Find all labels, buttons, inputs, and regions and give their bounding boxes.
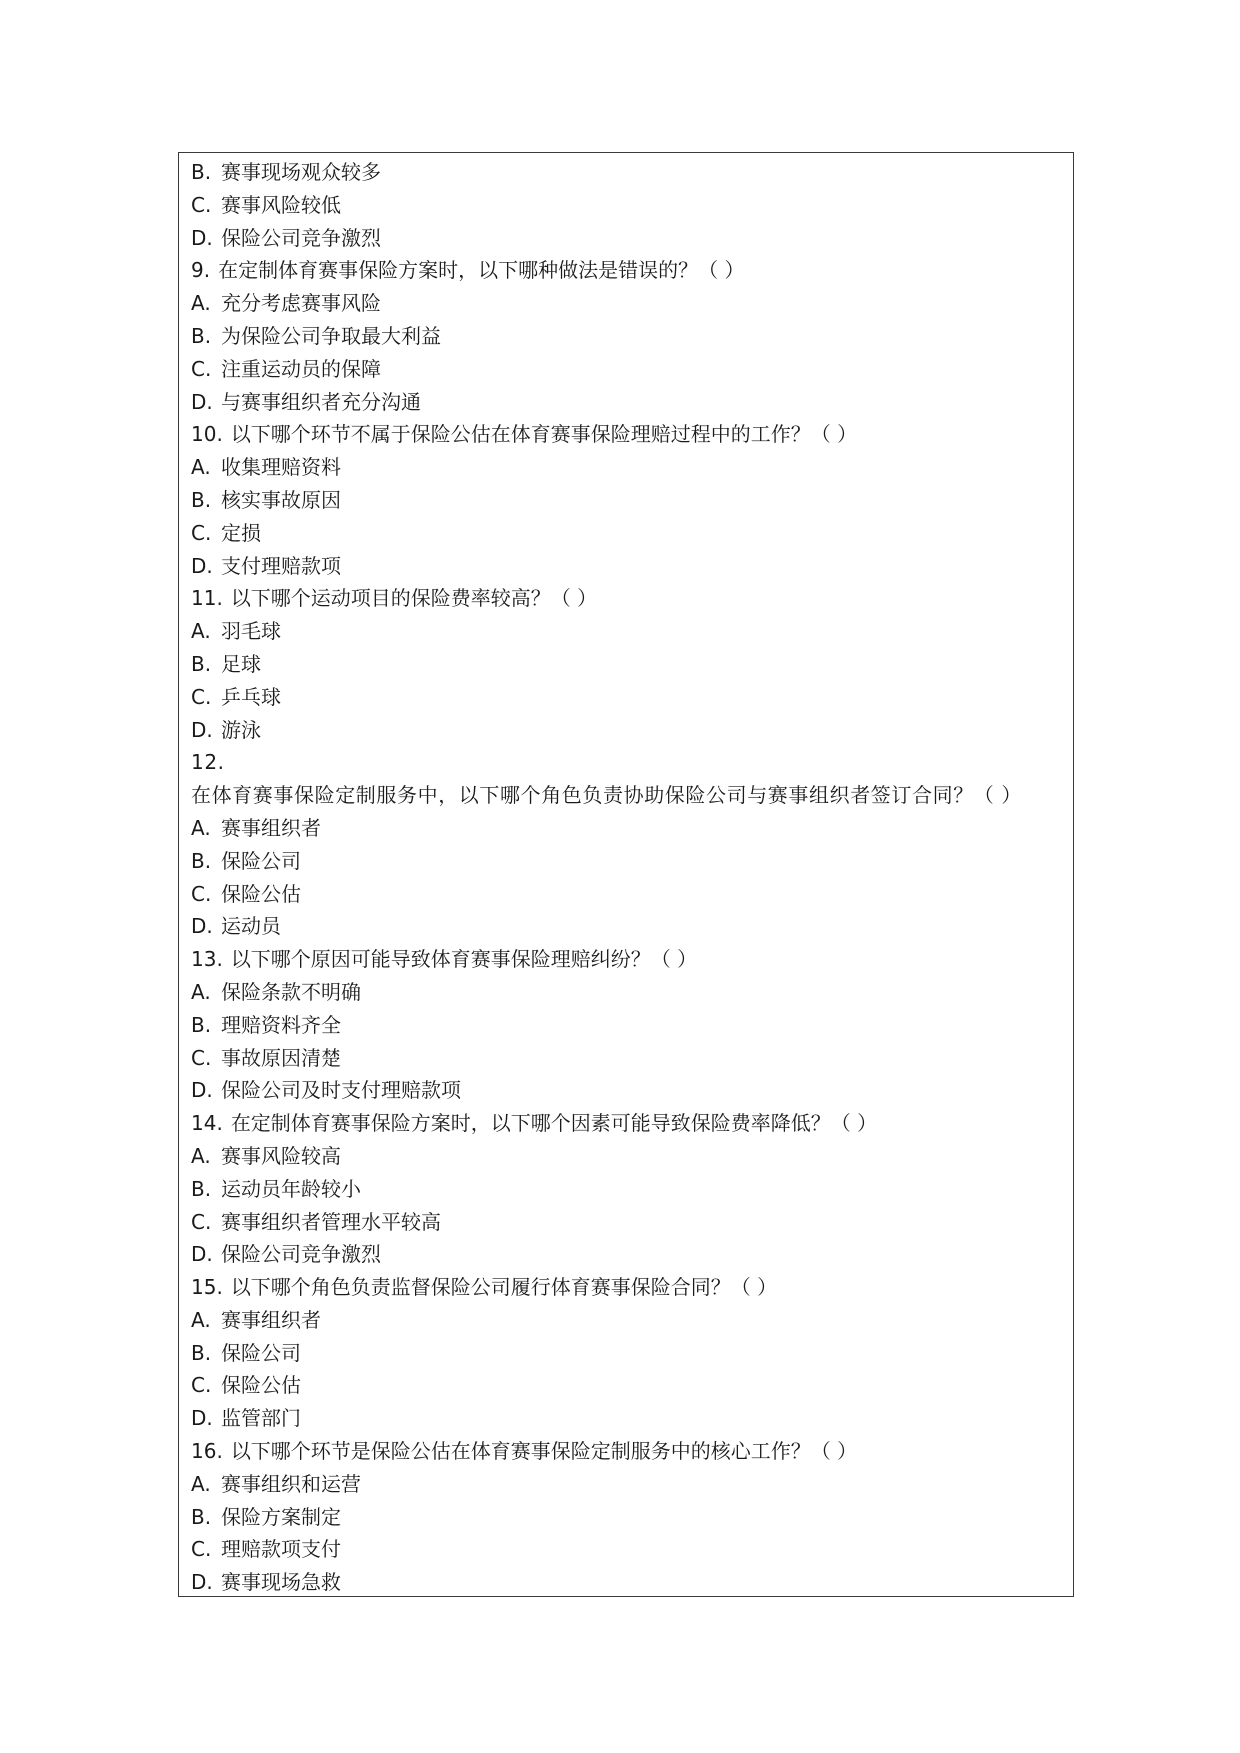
question-item	[191, 1271, 1061, 1304]
option-letter: D.	[191, 1406, 213, 1431]
option-letter: D.	[191, 1078, 213, 1103]
option-letter: C.	[191, 1209, 212, 1234]
question-item	[191, 254, 1061, 287]
answer-option	[191, 1369, 1061, 1402]
question-text: 以下哪个运动项目的保险费率较高？（ ）	[230, 586, 598, 611]
option-text: 事故原因清楚	[221, 1045, 341, 1070]
question-item	[191, 582, 1061, 615]
question-text: 以下哪个环节是保险公估在体育赛事保险定制服务中的核心工作？（ ）	[230, 1439, 858, 1464]
option-letter: C.	[191, 684, 212, 709]
option-text: 足球	[221, 651, 261, 676]
answer-option	[191, 1402, 1061, 1435]
question-text: 在定制体育赛事保险方案时，以下哪个因素可能导致保险费率降低？（ ）	[230, 1111, 878, 1136]
question-number: 11.	[191, 586, 223, 611]
option-text: 保险公司及时支付理赔款项	[221, 1078, 461, 1103]
answer-option	[191, 1238, 1061, 1271]
question-number: 13.	[191, 947, 223, 972]
answer-option	[191, 189, 1061, 222]
option-letter: B.	[191, 1504, 212, 1529]
option-text: 核实事故原因	[221, 487, 341, 512]
question-item	[191, 943, 1061, 976]
option-text: 保险公估	[221, 881, 301, 906]
question-number: 10.	[191, 422, 223, 447]
option-text: 保险公估	[221, 1373, 301, 1398]
answer-option	[191, 1533, 1061, 1566]
answer-option	[191, 1140, 1061, 1173]
option-text: 赛事组织者	[221, 1307, 321, 1332]
option-text: 赛事组织和运营	[221, 1471, 361, 1496]
option-letter: B.	[191, 651, 212, 676]
option-letter: A.	[191, 979, 211, 1004]
answer-option	[191, 714, 1061, 747]
answer-option	[191, 353, 1061, 386]
option-text: 注重运动员的保障	[221, 356, 381, 381]
answer-option	[191, 1304, 1061, 1337]
question-text: 以下哪个环节不属于保险公估在体育赛事保险理赔过程中的工作？（ ）	[230, 422, 858, 447]
option-text: 监管部门	[221, 1406, 301, 1431]
option-text: 支付理赔款项	[221, 553, 341, 578]
answer-option	[191, 156, 1061, 189]
option-text: 羽毛球	[221, 619, 281, 644]
question-text: 在体育赛事保险定制服务中，以下哪个角色负责协助保险公司与赛事组织者签订合同？（ ）	[191, 783, 1022, 808]
option-letter: A.	[191, 291, 211, 316]
option-text: 乒乓球	[221, 684, 281, 709]
option-text: 保险公司竞争激烈	[221, 1242, 381, 1267]
option-letter: C.	[191, 356, 212, 381]
answer-option	[191, 1468, 1061, 1501]
answer-option	[191, 615, 1061, 648]
option-letter: A.	[191, 1143, 211, 1168]
question-text: 以下哪个角色负责监督保险公司履行体育赛事保险合同？（ ）	[230, 1275, 778, 1300]
answer-option	[191, 1206, 1061, 1239]
option-text: 保险公司竞争激烈	[221, 225, 381, 250]
question-item	[191, 418, 1061, 451]
option-text: 赛事风险较低	[221, 192, 341, 217]
answer-option	[191, 320, 1061, 353]
option-text: 保险条款不明确	[221, 979, 361, 1004]
answer-option	[191, 1042, 1061, 1075]
option-text: 保险方案制定	[221, 1504, 341, 1529]
answer-option	[191, 1009, 1061, 1042]
option-letter: A.	[191, 1307, 211, 1332]
question-text: 以下哪个原因可能导致体育赛事保险理赔纠纷？（ ）	[230, 947, 698, 972]
option-letter: C.	[191, 1373, 212, 1398]
option-letter: D.	[191, 225, 213, 250]
option-letter: C.	[191, 881, 212, 906]
option-letter: B.	[191, 1340, 212, 1365]
option-letter: C.	[191, 1045, 212, 1070]
option-text: 定损	[221, 520, 261, 545]
answer-option	[191, 517, 1061, 550]
option-letter: D.	[191, 553, 213, 578]
option-letter: A.	[191, 619, 211, 644]
answer-option	[191, 648, 1061, 681]
answer-option	[191, 451, 1061, 484]
answer-option	[191, 845, 1061, 878]
question-number: 15.	[191, 1275, 223, 1300]
answer-option	[191, 878, 1061, 911]
question-number: 9.	[191, 258, 211, 283]
option-text: 运动员年龄较小	[221, 1176, 361, 1201]
answer-option	[191, 976, 1061, 1009]
question-text: 在定制体育赛事保险方案时，以下哪种做法是错误的？（ ）	[218, 258, 745, 283]
question-item	[191, 746, 1061, 812]
option-letter: B.	[191, 848, 212, 873]
option-letter: B.	[191, 487, 212, 512]
option-letter: A.	[191, 455, 211, 480]
question-number: 12.	[191, 750, 225, 775]
option-text: 与赛事组织者充分沟通	[221, 389, 421, 414]
option-text: 游泳	[221, 717, 261, 742]
option-text: 理赔资料齐全	[221, 1012, 341, 1037]
option-text: 赛事现场急救	[221, 1570, 341, 1595]
answer-option	[191, 484, 1061, 517]
option-letter: C.	[191, 520, 212, 545]
option-letter: A.	[191, 1471, 211, 1496]
option-text: 为保险公司争取最大利益	[221, 323, 441, 348]
option-letter: D.	[191, 389, 213, 414]
question-sheet-frame	[178, 152, 1074, 1597]
question-list	[191, 156, 1061, 1599]
option-text: 运动员	[221, 914, 281, 939]
option-text: 赛事现场观众较多	[221, 160, 381, 184]
answer-option	[191, 1566, 1061, 1599]
answer-option	[191, 1337, 1061, 1370]
option-text: 保险公司	[221, 848, 301, 873]
question-item	[191, 1435, 1061, 1468]
answer-option	[191, 222, 1061, 255]
option-letter: B.	[191, 323, 212, 348]
option-letter: C.	[191, 1537, 212, 1562]
option-text: 赛事风险较高	[221, 1143, 341, 1168]
option-text: 收集理赔资料	[221, 455, 341, 480]
answer-option	[191, 386, 1061, 419]
answer-option	[191, 910, 1061, 943]
answer-option	[191, 812, 1061, 845]
option-letter: A.	[191, 815, 211, 840]
answer-option	[191, 1074, 1061, 1107]
option-letter: B.	[191, 1176, 212, 1201]
option-letter: B.	[191, 160, 212, 184]
option-letter: D.	[191, 914, 213, 939]
answer-option	[191, 287, 1061, 320]
answer-option	[191, 681, 1061, 714]
answer-option	[191, 1173, 1061, 1206]
option-letter: C.	[191, 192, 212, 217]
option-text: 保险公司	[221, 1340, 301, 1365]
question-item	[191, 1107, 1061, 1140]
question-number: 14.	[191, 1111, 223, 1136]
answer-option	[191, 550, 1061, 583]
option-text: 充分考虑赛事风险	[221, 291, 381, 316]
option-text: 理赔款项支付	[221, 1537, 341, 1562]
option-text: 赛事组织者	[221, 815, 321, 840]
answer-option	[191, 1501, 1061, 1534]
option-letter: D.	[191, 717, 213, 742]
option-letter: B.	[191, 1012, 212, 1037]
option-text: 赛事组织者管理水平较高	[221, 1209, 441, 1234]
option-letter: D.	[191, 1570, 213, 1595]
option-letter: D.	[191, 1242, 213, 1267]
question-number: 16.	[191, 1439, 223, 1464]
